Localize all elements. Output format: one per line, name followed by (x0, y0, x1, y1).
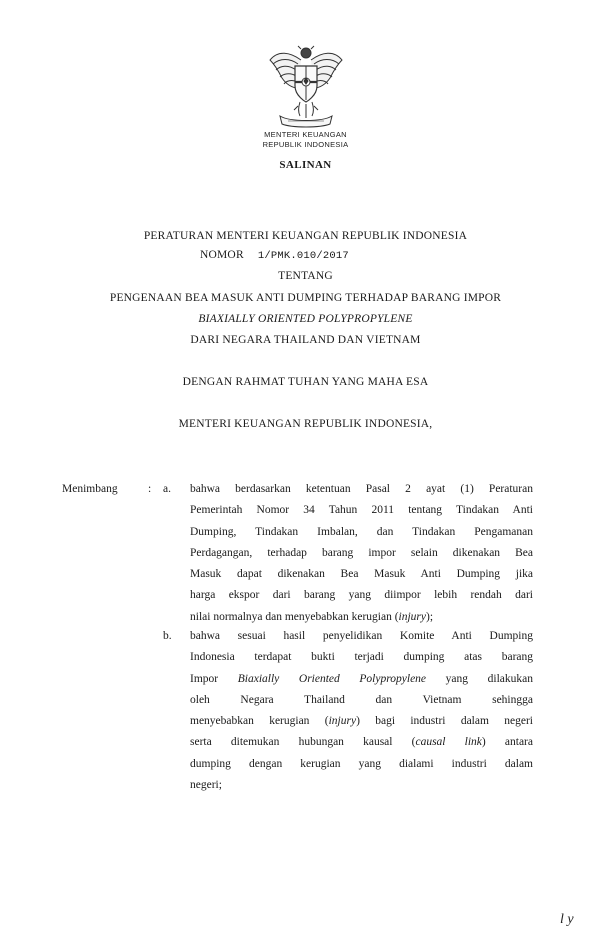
menimbang-colon: : (148, 483, 152, 495)
item-a-line: Masuk dapat dikenakan Bea Masuk Anti Dumping jika (190, 568, 533, 581)
item-b-line: serta ditemukan hubungan kausal (causal link) antara (190, 736, 533, 749)
item-letter-b: b. (163, 630, 172, 642)
item-a-line: Perdagangan, terhadap barang impor selain dikenakan Bea (190, 546, 533, 559)
item-b-line: bahwa sesuai hasil penyelidikan Komite Anti Dumping (190, 630, 533, 642)
item-a-line: Pemerintah Nomor 34 Tahun 2011 tentang Tindakan Anti (190, 504, 533, 517)
blessing-line: DENGAN RAHMAT TUHAN YANG MAHA ESA (182, 376, 429, 388)
nomor-value: 1/PMK.010/2017 (257, 250, 349, 262)
item-b-line: Indonesia terdapat bukti terjadi dumping atas barang (190, 651, 533, 664)
tentang-label: TENTANG (278, 270, 333, 282)
subject-line3: DARI NEGARA THAILAND DAN VIETNAM (190, 334, 421, 346)
ministry-name-line2: REPUBLIK INDONESIA (262, 140, 349, 149)
item-b-line: negeri; (190, 779, 222, 792)
nomor-label: NOMOR (200, 249, 244, 261)
item-b-line: dumping dengan kerugian yang dialami industri dalam (190, 757, 533, 770)
copy-label: SALINAN (279, 159, 332, 171)
ministry-name-line1: MENTERI KEUANGAN (264, 130, 347, 139)
regulation-title: PERATURAN MENTERI KEUANGAN REPUBLIK INDONESIA (143, 230, 468, 242)
item-a-line: nilai normalnya dan menyebabkan kerugian (injury); (190, 610, 434, 623)
subject-line2: BIAXIALLY ORIENTED POLYPROPYLENE (198, 313, 413, 325)
menimbang-label: Menimbang (62, 483, 118, 495)
initials-mark: l y (560, 912, 574, 927)
regulation-number (200, 249, 349, 262)
item-b-line: menyebabkan kerugian (injury) bagi industri dalam negeri (190, 715, 533, 728)
garuda-emblem-icon (268, 44, 344, 128)
item-text-b (190, 626, 533, 796)
item-b-line: Impor Biaxially Oriented Polypropylene yang dilakukan (190, 672, 534, 685)
item-text-a (190, 479, 533, 628)
item-b-line: oleh Negara Thailand dan Vietnam sehingga (190, 693, 533, 706)
authority-line: MENTERI KEUANGAN REPUBLIK INDONESIA, (178, 418, 433, 430)
item-letter-a: a. (163, 483, 171, 495)
item-a-line: harga ekspor dari barang yang diimpor lebih rendah dari (190, 589, 533, 602)
item-a-line: Dumping, Tindakan Imbalan, dan Tindakan Pengamanan (190, 525, 533, 538)
subject-line1: PENGENAAN BEA MASUK ANTI DUMPING TERHADAP BARANG IMPOR (109, 292, 502, 304)
item-a-line: bahwa berdasarkan ketentuan Pasal 2 ayat (1) Peraturan (190, 483, 533, 495)
